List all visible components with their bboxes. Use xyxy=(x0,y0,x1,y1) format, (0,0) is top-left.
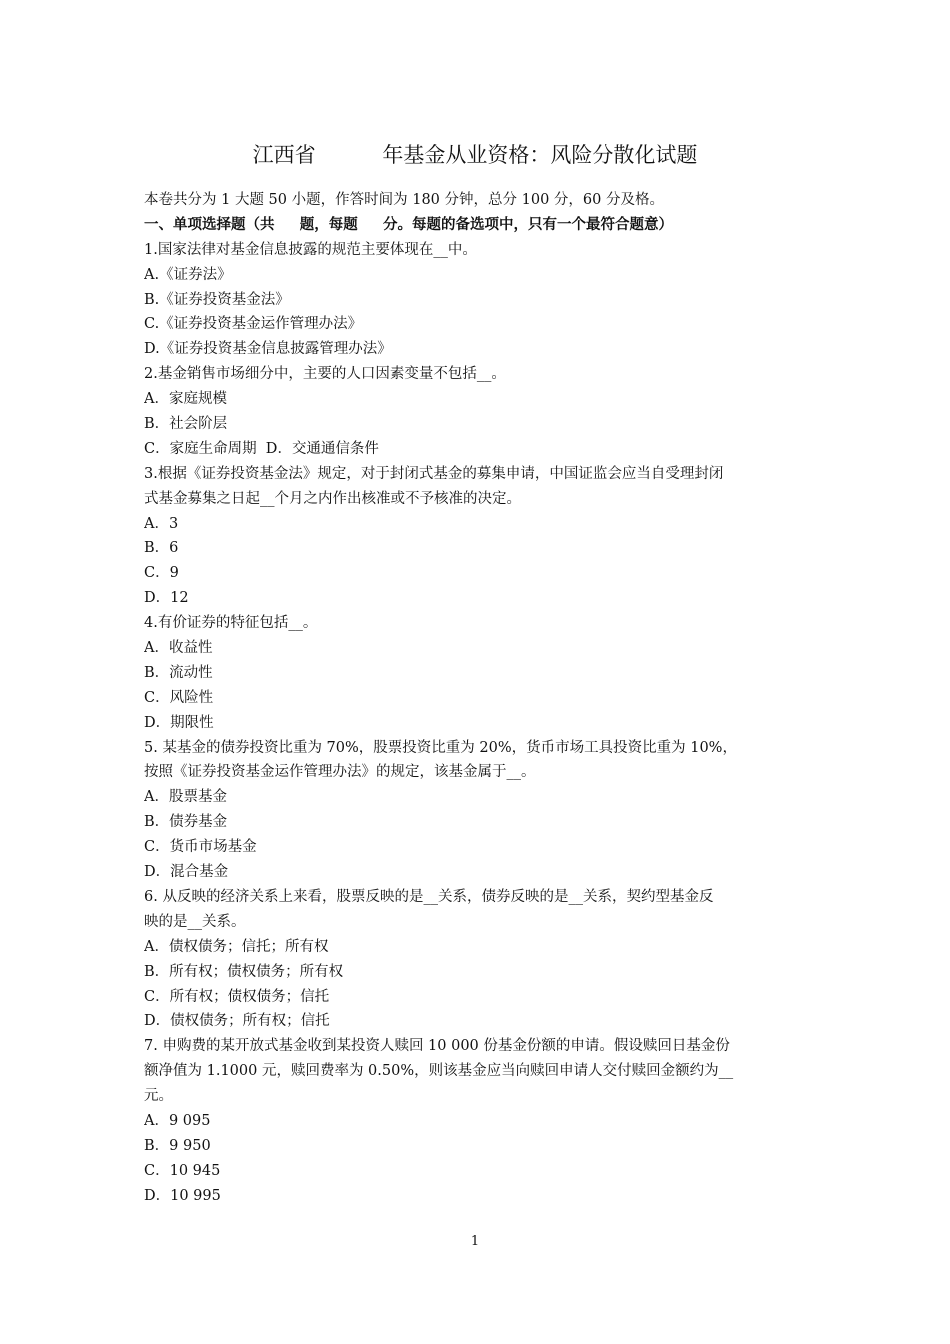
text-line: 7. 申购费的某开放式基金收到某投资人赎回 10 000 份基金份额的申请。假设赎回日基金份 xyxy=(144,1038,730,1055)
text-line: C.《证券投资基金运作管理办法》 xyxy=(144,316,363,333)
text-line: B.《证券投资基金法》 xyxy=(144,291,290,308)
text-line: C．家庭生命周期 D．交通通信条件 xyxy=(144,440,379,457)
text-line: A．家庭规模 xyxy=(144,391,227,408)
text-line: 1.国家法律对基金信息披露的规范主要体现在__中。 xyxy=(144,241,477,258)
text-line: C．风险性 xyxy=(144,689,214,706)
text-line: 6. 从反映的经济关系上来看，股票反映的是__关系，债券反映的是__关系，契约型基金反 xyxy=(144,888,714,905)
text-line: 映的是__关系。 xyxy=(144,913,246,930)
text-line: 2.基金销售市场细分中，主要的人口因素变量不包括__。 xyxy=(144,366,506,383)
section-heading: 一、单项选择题（共 题，每题 分。每题的备选项中，只有一个最符合题意） xyxy=(144,215,673,233)
text-line: 按照《证券投资基金运作管理办法》的规定，该基金属于__。 xyxy=(144,764,536,781)
text-line: B．流动性 xyxy=(144,664,213,681)
text-line: A．债权债务；信托；所有权 xyxy=(144,938,329,955)
text-line: B．9 950 xyxy=(144,1137,211,1154)
text-line: B．债券基金 xyxy=(144,814,228,831)
text-line: A.《证券法》 xyxy=(144,266,232,283)
text-line: A．3 xyxy=(144,515,179,532)
text-line: A．9 095 xyxy=(144,1112,211,1129)
text-line: A．收益性 xyxy=(144,640,213,657)
text-line: B．所有权；债权债务；所有权 xyxy=(144,963,344,980)
document-body xyxy=(144,188,809,1209)
text-line: C．货币市场基金 xyxy=(144,839,257,856)
text-line: C．10 945 xyxy=(144,1162,221,1179)
page-number: 1 xyxy=(470,1234,480,1249)
text-line: D．期限性 xyxy=(144,714,214,731)
text-line: D．12 xyxy=(144,590,189,607)
question-list xyxy=(144,238,809,1209)
text-line: D．混合基金 xyxy=(144,864,229,881)
text-line: 3.根据《证券投资基金法》规定，对于封闭式基金的募集申请，中国证监会应当自受理封闭 xyxy=(144,465,724,482)
text-line: D．债权债务；所有权；信托 xyxy=(144,1013,330,1030)
text-line: B．社会阶层 xyxy=(144,416,228,433)
document-title: 江西省 年基金从业资格：风险分散化试题 xyxy=(252,143,698,167)
text-line: D．10 995 xyxy=(144,1187,221,1204)
text-line: 4.有价证券的特征包括__。 xyxy=(144,615,318,632)
exam-intro: 本卷共分为 1 大题 50 小题，作答时间为 180 分钟，总分 100 分，60 分及格。 xyxy=(144,192,664,208)
text-line: 额净值为 1.1000 元，赎回费率为 0.50%，则该基金应当向赎回申请人交付赎回金额约为__ xyxy=(144,1063,734,1080)
text-line: C．所有权；债权债务；信托 xyxy=(144,988,330,1005)
text-line: 式基金募集之日起__个月之内作出核准或不予核准的决定。 xyxy=(144,490,521,507)
text-line: B．6 xyxy=(144,540,179,557)
text-line: D.《证券投资基金信息披露管理办法》 xyxy=(144,341,392,358)
text-line: 元。 xyxy=(144,1088,173,1105)
text-line: 5. 某基金的债券投资比重为 70%，股票投资比重为 20%，货币市场工具投资比重为 10%， xyxy=(144,739,737,756)
text-line: A．股票基金 xyxy=(144,789,227,806)
text-line: C．9 xyxy=(144,565,179,582)
